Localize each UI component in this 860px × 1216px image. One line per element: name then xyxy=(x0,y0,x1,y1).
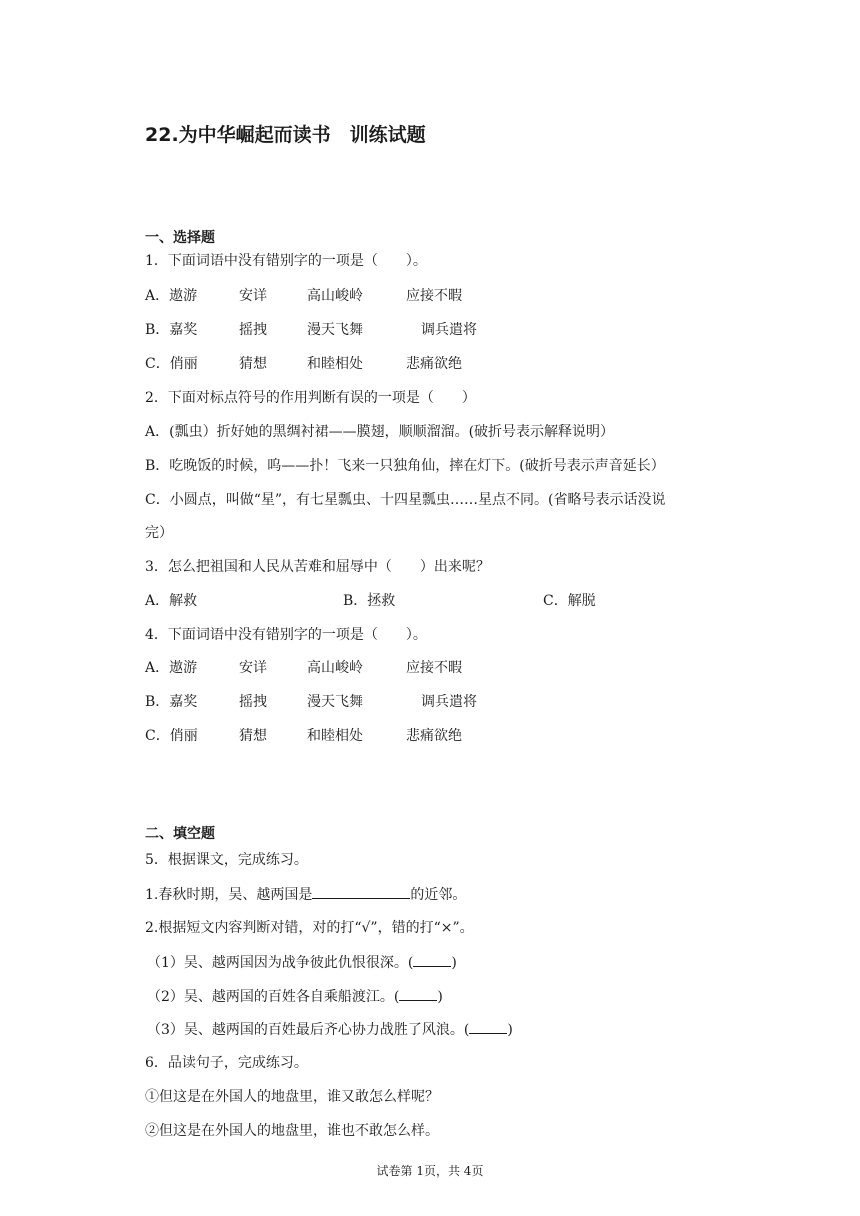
option-cell: B．嘉奖 xyxy=(145,322,198,338)
option-cell: 猜想 xyxy=(239,728,267,744)
option-cell: 高山峻岭 xyxy=(307,660,363,676)
judge-item-1 xyxy=(147,953,457,972)
page-footer: 试卷第 1页，共 4页 xyxy=(376,1164,484,1178)
question-2-option-a: A．(瓢虫）折好她的黑绸衬裙——膜翅，顺顺溜溜。(破折号表示解释说明） xyxy=(145,424,615,440)
question-5-part-2: 2.根据短文内容判断对错，对的打“√”，错的打“×”。 xyxy=(145,920,474,936)
option-a: A．解救 xyxy=(145,593,198,609)
option-cell: 和睦相处 xyxy=(307,356,363,372)
option-cell: B．嘉奖 xyxy=(145,694,198,710)
option-cell: 调兵遣将 xyxy=(421,322,477,338)
question-5-stem: 5．根据课文，完成练习。 xyxy=(145,852,308,868)
question-2-option-b: B．吃晚饭的时候，呜——扑！飞来一只独角仙，摔在灯下。(破折号表示声音延长） xyxy=(145,458,665,474)
question-1-stem: 1．下面词语中没有错别字的一项是（ ）。 xyxy=(145,253,427,269)
option-cell: 悲痛欲绝 xyxy=(406,728,462,744)
close-paren: ) xyxy=(437,989,443,1005)
option-cell: 应接不暇 xyxy=(406,288,462,304)
option-cell: 安详 xyxy=(239,288,267,304)
question-3-stem: 3．怎么把祖国和人民从苦难和屈辱中（ ）出来呢？ xyxy=(145,559,490,575)
option-cell: 摇拽 xyxy=(239,322,267,338)
answer-blank[interactable] xyxy=(312,885,410,899)
close-paren: ) xyxy=(451,955,457,971)
section-heading-choice: 一、选择题 xyxy=(145,230,215,246)
answer-blank[interactable] xyxy=(399,987,437,1001)
option-cell: 和睦相处 xyxy=(307,728,363,744)
question-6-stem: 6．品读句子，完成练习。 xyxy=(145,1055,308,1071)
option-cell: C．俏丽 xyxy=(145,356,198,372)
answer-blank[interactable] xyxy=(413,953,451,967)
question-2-option-c-cont: 完） xyxy=(145,525,173,541)
option-cell: 摇拽 xyxy=(239,694,267,710)
judge-item-3 xyxy=(147,1020,513,1039)
option-c: C．解脱 xyxy=(543,593,596,609)
page-title: 22.为中华崛起而读书 训练试题 xyxy=(145,124,426,146)
option-cell: 调兵遣将 xyxy=(421,694,477,710)
judge-item-text: （1）吴、越两国因为战争彼此仇恨很深。( xyxy=(147,955,414,971)
option-cell: A．遨游 xyxy=(145,660,198,676)
question-6-sentence-1: ①但这是在外国人的地盘里，谁又敢怎么样呢？ xyxy=(145,1089,439,1105)
judge-item-text: （3）吴、越两国的百姓最后齐心协力战胜了风浪。( xyxy=(147,1022,470,1038)
question-2-option-c: C．小圆点，叫做“星”，有七星瓢虫、十四星瓢虫……星点不同。(省略号表示话没说 xyxy=(145,492,666,508)
option-cell: 高山峻岭 xyxy=(307,288,363,304)
judge-item-text: （2）吴、越两国的百姓各自乘船渡江。( xyxy=(147,989,400,1005)
judge-item-2 xyxy=(147,987,443,1006)
option-cell: C．俏丽 xyxy=(145,728,198,744)
question-2-stem: 2．下面对标点符号的作用判断有误的一项是（ ） xyxy=(145,390,476,406)
close-paren: ) xyxy=(507,1022,513,1038)
question-6-sentence-2: ②但这是在外国人的地盘里，谁也不敢怎么样。 xyxy=(145,1123,439,1139)
option-b: B．拯救 xyxy=(343,593,396,609)
option-cell: 猜想 xyxy=(239,356,267,372)
option-cell: 漫天飞舞 xyxy=(307,322,363,338)
option-cell: A．遨游 xyxy=(145,288,198,304)
option-cell: 漫天飞舞 xyxy=(307,694,363,710)
option-cell: 悲痛欲绝 xyxy=(406,356,462,372)
part-1-text: 1.春秋时期，吴、越两国是 xyxy=(145,887,313,903)
question-4-stem: 4．下面词语中没有错别字的一项是（ ）。 xyxy=(145,627,427,643)
question-5-part-1 xyxy=(145,885,466,904)
answer-blank[interactable] xyxy=(469,1020,507,1034)
option-cell: 安详 xyxy=(239,660,267,676)
option-cell: 应接不暇 xyxy=(406,660,462,676)
section-heading-fill: 二、填空题 xyxy=(145,826,215,842)
part-1-text-end: 的近邻。 xyxy=(410,887,467,903)
